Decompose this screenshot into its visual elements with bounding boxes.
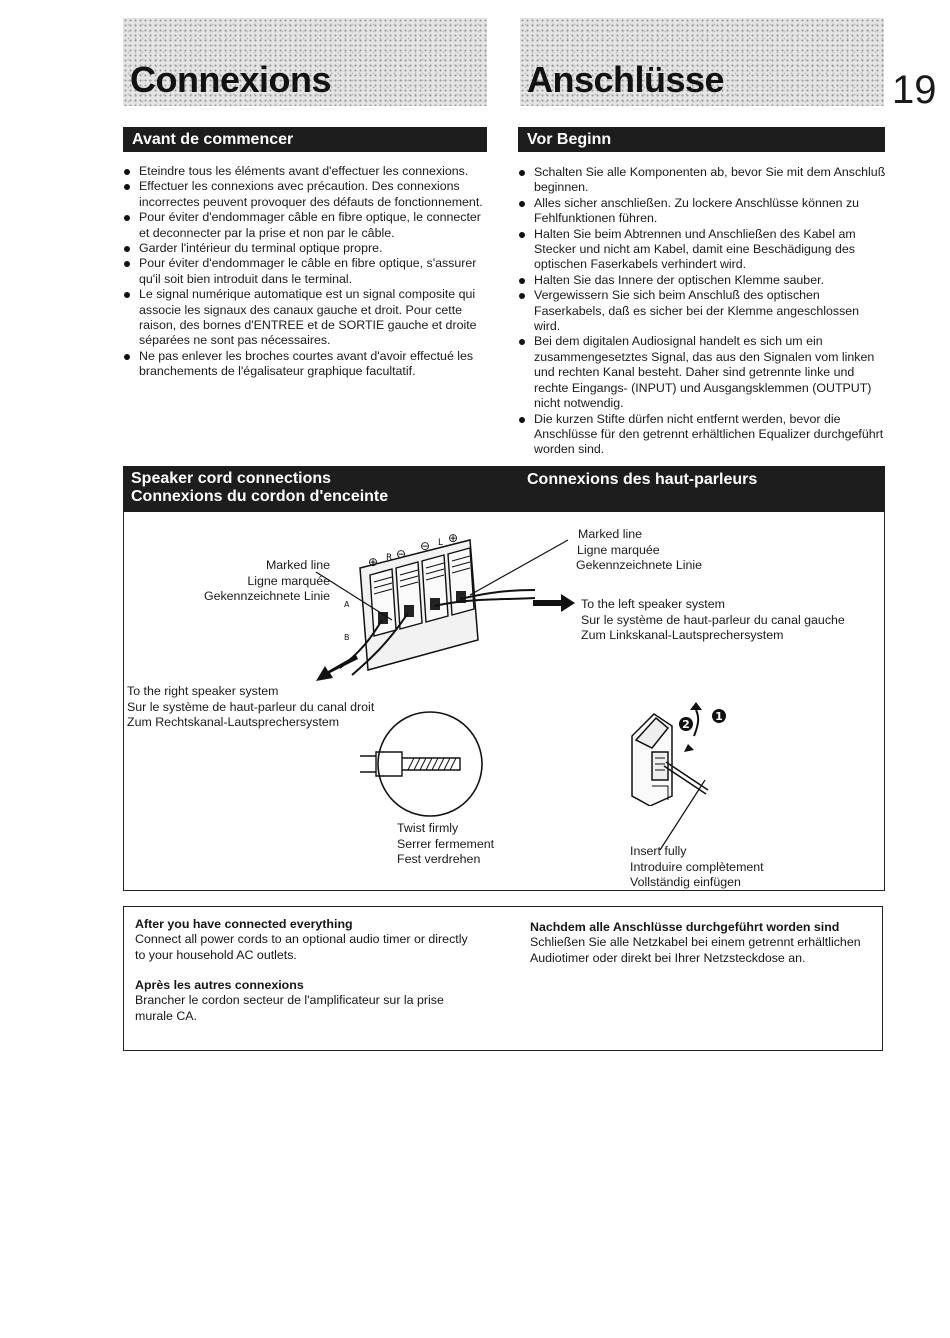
terminal-mark-plus-r: ⊕ — [368, 555, 379, 569]
arrow-right-icon — [533, 593, 575, 613]
list-item: Alles sicher anschließen. Zu lockere Anschlüsse können zu Fehlfunktionen führen. — [518, 196, 886, 227]
after-text-de: Schließen Sie alle Netzkabel bei einem getrennt erhältlichen Audiotimer oder direkt bei Ihrer Netzsteckdose an. — [530, 935, 861, 965]
list-item: Pour éviter d'endommager le câble en fibre optique, s'assurer qu'il soit bien introduit dans le terminal. — [123, 256, 490, 287]
list-item: Garder l'intérieur du terminal optique propre. — [123, 241, 490, 256]
after-block-de — [530, 920, 874, 966]
insert-de: Vollständig einfügen — [630, 875, 741, 889]
twist-en: Twist firmly — [397, 821, 459, 835]
list-item: Bei dem digitalen Audiosignal handelt es sich um ein zusammengesetztes Signal, das aus den Signalen vom linken und rechten Kanal besteht. Daher sind getrennte linke und rechte Eingangs- (INPUT) und Ausgangsklemmen (OUTPUT) nicht notwendig. — [518, 334, 886, 411]
insert-en: Insert fully — [630, 844, 687, 858]
terminal-mark-b: B — [344, 633, 350, 642]
step-2-number: 2 — [682, 718, 690, 731]
marked-line-en: Marked line — [578, 527, 643, 541]
after-section-box — [123, 906, 883, 1051]
marked-line-de: Gekennzeichnete Linie — [576, 558, 703, 572]
section-header-label: Vor Beginn — [527, 131, 612, 148]
insert-fr: Introduire complètement — [630, 859, 764, 874]
after-text-en: Connect all power cords to an optional audio timer or directly to your household AC outlets. — [135, 932, 468, 962]
page-title-de: Anschlüsse — [527, 59, 725, 100]
after-heading-fr: Après les autres connexions — [135, 978, 304, 992]
left-speaker-de: Zum Linkskanal-Lautsprechersystem — [581, 628, 784, 642]
list-item: Eteindre tous les éléments avant d'effectuer les connexions. — [123, 164, 490, 179]
after-heading-de: Nachdem alle Anschlüsse durchgeführt worden sind — [530, 920, 840, 934]
list-item: Die kurzen Stifte dürfen nicht entfernt werden, bevor die Anschlüsse für den getrennt erhältlichen Equalizer durchgeführt worden sind. — [518, 412, 886, 458]
terminal-mark-l: L — [438, 538, 444, 548]
marked-line-en: Marked line — [265, 558, 330, 572]
list-item: Le signal numérique automatique est un signal composite qui associe les signaux des canaux gauche et droit. Pour cette raison, des bornes d'ENTREE et de SORTIE gauche et droite séparées ne sont pas nécessaires. — [123, 287, 490, 349]
list-item: Halten Sie das Innere der optischen Klemme sauber. — [518, 273, 886, 288]
after-text-fr: Brancher le cordon secteur de l'amplificateur sur la prise murale CA. — [135, 993, 444, 1023]
right-speaker-en: To the right speaker system — [127, 684, 279, 698]
after-heading-en: After you have connected everything — [135, 917, 353, 931]
speaker-heading-fr-right: Connexions des haut-parleurs — [527, 471, 758, 488]
right-speaker-label — [127, 684, 374, 731]
speaker-heading-fr-left: Connexions du cordon d'enceinte — [131, 488, 389, 505]
terminal-mark-minus-r: ⊖ — [396, 547, 407, 561]
right-speaker-fr: Sur le système de haut-parleur du canal droit — [127, 699, 375, 714]
list-item: Effectuer les connexions avec précaution. Des connexions incorrectes peuvent provoquer des défauts de fonctionnement. — [123, 179, 490, 210]
twist-fr: Serrer fermement — [397, 836, 495, 851]
marked-line-fr: Ligne marquée — [247, 573, 330, 588]
arrow-down-left-icon — [316, 655, 358, 683]
marked-line-de: Gekennzeichnete Linie — [203, 589, 330, 603]
twist-label — [397, 821, 494, 868]
left-speaker-label — [581, 597, 845, 644]
list-item: Halten Sie beim Abtrennen und Anschließen des Kabel am Stecker und nicht am Kabel, damit eine Beschädigung des optischen Faserkabels verhindert wird. — [518, 227, 886, 273]
terminal-mark-minus-l: ⊖ — [420, 539, 431, 553]
left-speaker-fr: Sur le système de haut-parleur du canal gauche — [581, 612, 845, 627]
terminal-mark-plus-l: ⊕ — [448, 531, 459, 545]
speaker-heading-en: Speaker cord connections — [131, 470, 332, 487]
marked-line-label-right — [576, 527, 702, 574]
left-speaker-en: To the left speaker system — [581, 597, 725, 611]
insert-label — [630, 844, 764, 891]
marked-line-fr: Ligne marquée — [577, 542, 660, 557]
after-block-en — [135, 917, 480, 963]
terminal-mark-a: A — [344, 600, 350, 609]
twisted-wire-illustration — [358, 708, 488, 820]
list-item: Pour éviter d'endommager câble en fibre optique, le connecter et deconnecter par la prise et non par le câble. — [123, 210, 490, 241]
twist-de: Fest verdrehen — [397, 852, 481, 866]
section-header-label: Avant de commencer — [132, 131, 294, 148]
list-item: Schalten Sie alle Komponenten ab, bevor Sie mit dem Anschluß beginnen. — [518, 165, 886, 196]
marked-line-label-left — [180, 558, 330, 605]
step-1-number: 1 — [715, 710, 723, 723]
terminal-mark-r: R — [386, 553, 393, 563]
after-block-fr — [135, 978, 480, 1024]
right-speaker-de: Zum Rechtskanal-Lautsprechersystem — [127, 715, 340, 729]
list-item: Ne pas enlever les broches courtes avant d'avoir effectué les branchements de l'égalisateur graphique facultatif. — [123, 349, 490, 380]
page-title-fr: Connexions — [130, 59, 332, 100]
page-number: 19 — [892, 68, 937, 112]
clip-terminal-illustration — [622, 696, 732, 806]
list-item: Vergewissern Sie sich beim Anschluß des optischen Faserkabels, daß es sicher bei der Klemme angeschlossen wird. — [518, 288, 886, 334]
